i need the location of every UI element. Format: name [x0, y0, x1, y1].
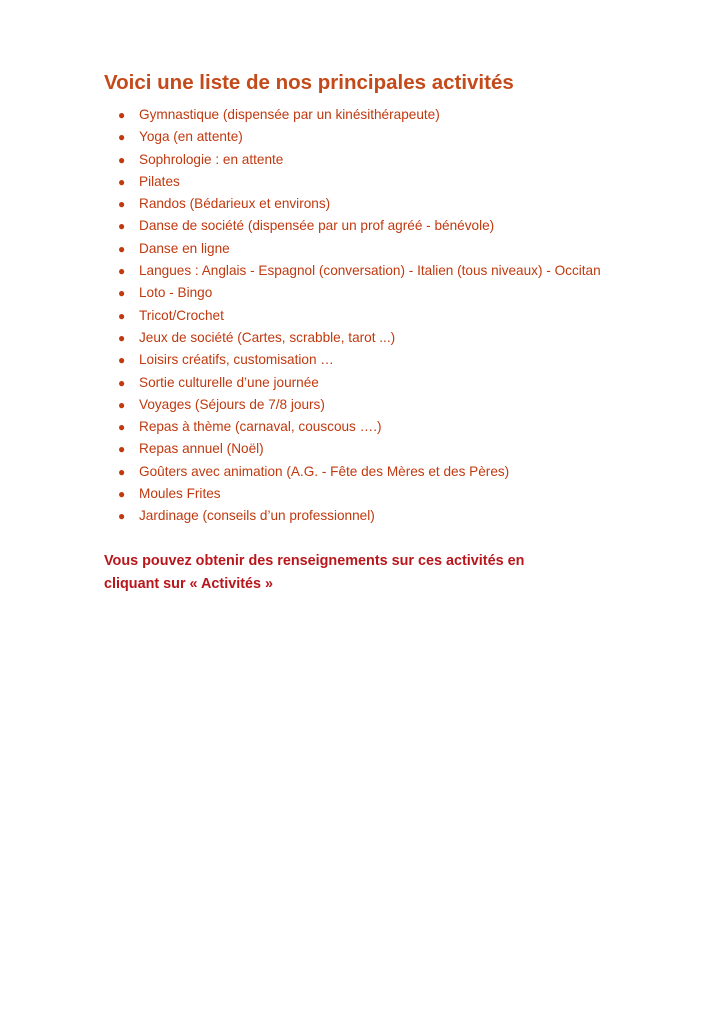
activity-label: Repas à thème (carnaval, couscous ….) — [139, 419, 382, 435]
bullet-icon: ● — [118, 308, 126, 323]
bullet-icon: ● — [118, 397, 126, 412]
bullet-icon: ● — [118, 330, 126, 345]
info-line-2: cliquant sur « Activités » — [104, 576, 274, 592]
activity-label: Jardinage (conseils d’un professionnel) — [139, 508, 375, 524]
bullet-icon: ● — [118, 241, 126, 256]
activity-label: Tricot/Crochet — [139, 307, 224, 323]
activity-label: Yoga (en attente) — [139, 129, 243, 145]
bullet-icon: ● — [118, 219, 126, 234]
activity-label: Jeux de société (Cartes, scrabble, tarot ...) — [139, 329, 396, 345]
activity-label: Sortie culturelle d’une journée — [139, 374, 319, 390]
activity-label: Moules Frites — [139, 486, 221, 502]
activity-label: Repas annuel (Noël) — [139, 441, 264, 457]
bullet-icon: ● — [118, 375, 126, 390]
bullet-icon: ● — [118, 264, 126, 279]
bullet-icon: ● — [118, 286, 126, 301]
info-paragraph — [104, 550, 664, 596]
activity-label: Goûters avec animation (A.G. - Fête des Mères et des Pères) — [139, 463, 510, 479]
bullet-icon: ● — [118, 509, 126, 524]
activity-label: Loisirs créatifs, customisation … — [139, 352, 334, 368]
activity-label: Loto - Bingo — [139, 285, 213, 301]
bullet-icon: ● — [118, 174, 126, 189]
activity-label: Randos (Bédarieux et environs) — [139, 196, 331, 212]
activity-label: Danse en ligne — [139, 240, 230, 256]
bullet-icon: ● — [118, 152, 126, 167]
activity-label: Danse de société (dispensée par un prof agréé - bénévole) — [139, 218, 495, 234]
bullet-icon: ● — [118, 353, 126, 368]
bullet-icon: ● — [118, 487, 126, 502]
activity-label: Langues : Anglais - Espagnol (conversation) - Italien (tous niveaux) - Occitan — [139, 263, 601, 279]
activity-label: Voyages (Séjours de 7/8 jours) — [139, 396, 325, 412]
activity-label: Pilates — [139, 173, 180, 189]
activity-label: Gymnastique (dispensée par un kinésithérapeute) — [139, 107, 440, 122]
bullet-icon: ● — [118, 108, 126, 122]
bullet-icon: ● — [118, 420, 126, 435]
activity-label: Sophrologie : en attente — [139, 151, 284, 167]
bullet-icon: ● — [118, 130, 126, 145]
page-title: Voici une liste de nos principales activités — [104, 71, 514, 94]
bullet-icon: ● — [118, 464, 126, 479]
info-line-1: Vous pouvez obtenir des renseignements sur ces activités en — [104, 553, 525, 569]
bullet-icon: ● — [118, 197, 126, 212]
bullet-icon: ● — [118, 442, 126, 457]
